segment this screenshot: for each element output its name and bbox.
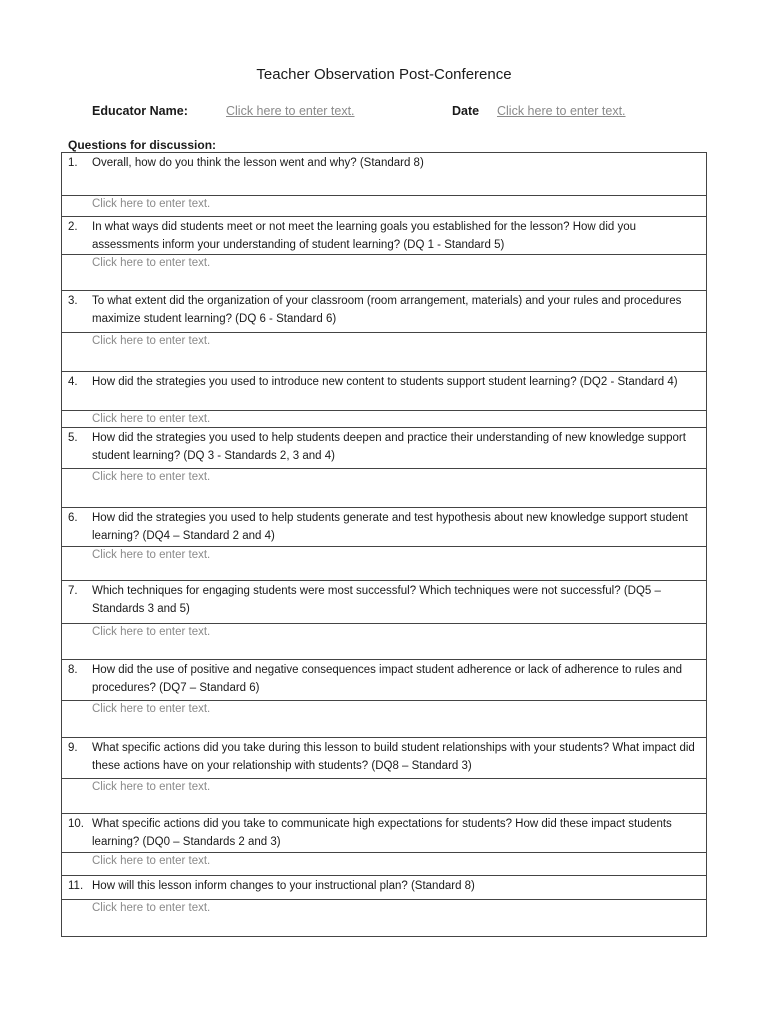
question-row bbox=[62, 153, 707, 196]
answer-cell[interactable] bbox=[62, 255, 707, 291]
answer-field[interactable]: Click here to enter text. bbox=[92, 781, 211, 793]
question-row bbox=[62, 738, 707, 779]
question-text: What specific actions did you take during this lesson to build student relationships with your students? What impact did these actions have on your relationship with students? (DQ8 – Standard 3) bbox=[92, 742, 695, 772]
question-cell bbox=[62, 738, 707, 779]
question-number: 11. bbox=[68, 880, 84, 892]
question-row bbox=[62, 508, 707, 547]
answer-field[interactable]: Click here to enter text. bbox=[92, 626, 211, 638]
answer-field[interactable]: Click here to enter text. bbox=[92, 198, 211, 210]
question-row bbox=[62, 291, 707, 333]
question-row bbox=[62, 372, 707, 411]
answer-row bbox=[62, 624, 707, 660]
answer-field[interactable]: Click here to enter text. bbox=[92, 413, 211, 425]
answer-field[interactable]: Click here to enter text. bbox=[92, 703, 211, 715]
question-number: 1. bbox=[68, 157, 78, 169]
answer-field[interactable]: Click here to enter text. bbox=[92, 855, 211, 867]
answer-row bbox=[62, 900, 707, 937]
question-text: How did the strategies you used to help students generate and test hypothesis about new knowledge support student learning? (DQ4 – Standard 2 and 4) bbox=[92, 512, 688, 542]
question-text: How did the strategies you used to introduce new content to students support student learning? (DQ2 - Standard 4) bbox=[92, 376, 678, 388]
question-cell bbox=[62, 660, 707, 701]
answer-field[interactable]: Click here to enter text. bbox=[92, 471, 211, 483]
answer-cell[interactable] bbox=[62, 701, 707, 738]
answer-cell[interactable] bbox=[62, 469, 707, 508]
question-cell bbox=[62, 581, 707, 624]
question-row bbox=[62, 217, 707, 255]
question-cell bbox=[62, 153, 707, 196]
answer-cell[interactable] bbox=[62, 411, 707, 428]
answer-row bbox=[62, 333, 707, 372]
answer-cell[interactable] bbox=[62, 547, 707, 581]
question-row bbox=[62, 876, 707, 900]
question-text: How did the strategies you used to help students deepen and practice their understanding of new knowledge support student learning? (DQ 3 - Standards 2, 3 and 4) bbox=[92, 432, 686, 462]
question-row bbox=[62, 428, 707, 469]
question-number: 3. bbox=[68, 295, 78, 307]
question-text: How will this lesson inform changes to your instructional plan? (Standard 8) bbox=[92, 880, 475, 892]
question-text: In what ways did students meet or not meet the learning goals you established for the lesson? How did you assessments inform your understanding of student learning? (DQ 1 - Standard 5) bbox=[92, 221, 637, 251]
answer-field[interactable]: Click here to enter text. bbox=[92, 902, 211, 914]
answer-row bbox=[62, 547, 707, 581]
answer-row bbox=[62, 701, 707, 738]
question-cell bbox=[62, 428, 707, 469]
educator-name-field[interactable]: Click here to enter text. bbox=[226, 104, 355, 118]
question-number: 8. bbox=[68, 664, 78, 676]
question-row bbox=[62, 660, 707, 701]
question-cell bbox=[62, 814, 707, 853]
question-cell bbox=[62, 291, 707, 333]
answer-row bbox=[62, 779, 707, 814]
question-text: Overall, how do you think the lesson went and why? (Standard 8) bbox=[92, 157, 424, 169]
question-cell bbox=[62, 372, 707, 411]
question-number: 9. bbox=[68, 742, 78, 754]
date-field[interactable]: Click here to enter text. bbox=[497, 104, 626, 118]
question-number: 2. bbox=[68, 221, 78, 233]
answer-row bbox=[62, 255, 707, 291]
question-number: 7. bbox=[68, 585, 78, 597]
answer-cell[interactable] bbox=[62, 196, 707, 217]
question-cell bbox=[62, 508, 707, 547]
date-label: Date bbox=[452, 104, 480, 118]
question-number: 4. bbox=[68, 376, 78, 388]
answer-row bbox=[62, 411, 707, 428]
question-text: Which techniques for engaging students were most successful? Which techniques were not successful? (DQ5 – Standards 3 and 5) bbox=[92, 585, 661, 615]
answer-row bbox=[62, 196, 707, 217]
section-heading: Questions for discussion: bbox=[68, 138, 217, 152]
question-text: What specific actions did you take to communicate high expectations for students? How did these impact students learning? (DQ0 – Standards 2 and 3) bbox=[92, 818, 672, 848]
question-cell bbox=[62, 217, 707, 255]
questions-table bbox=[61, 152, 707, 937]
educator-name-label: Educator Name: bbox=[92, 104, 188, 118]
question-row bbox=[62, 814, 707, 853]
answer-field[interactable]: Click here to enter text. bbox=[92, 549, 211, 561]
answer-field[interactable]: Click here to enter text. bbox=[92, 257, 211, 269]
answer-cell[interactable] bbox=[62, 333, 707, 372]
question-row bbox=[62, 581, 707, 624]
answer-cell[interactable] bbox=[62, 853, 707, 876]
question-cell bbox=[62, 876, 707, 900]
question-text: To what extent did the organization of your classroom (room arrangement, materials) and your rules and procedures maximize student learning? (DQ 6 - Standard 6) bbox=[92, 295, 682, 325]
answer-field[interactable]: Click here to enter text. bbox=[92, 335, 211, 347]
answer-cell[interactable] bbox=[62, 624, 707, 660]
answer-row bbox=[62, 469, 707, 508]
question-number: 6. bbox=[68, 512, 78, 524]
question-number: 10. bbox=[68, 818, 84, 830]
answer-cell[interactable] bbox=[62, 900, 707, 937]
question-number: 5. bbox=[68, 432, 78, 444]
answer-cell[interactable] bbox=[62, 779, 707, 814]
question-text: How did the use of positive and negative consequences impact student adherence or lack of adherence to rules and procedures? (DQ7 – Standard 6) bbox=[92, 664, 683, 694]
page-title: Teacher Observation Post-Conference bbox=[256, 66, 512, 83]
answer-row bbox=[62, 853, 707, 876]
